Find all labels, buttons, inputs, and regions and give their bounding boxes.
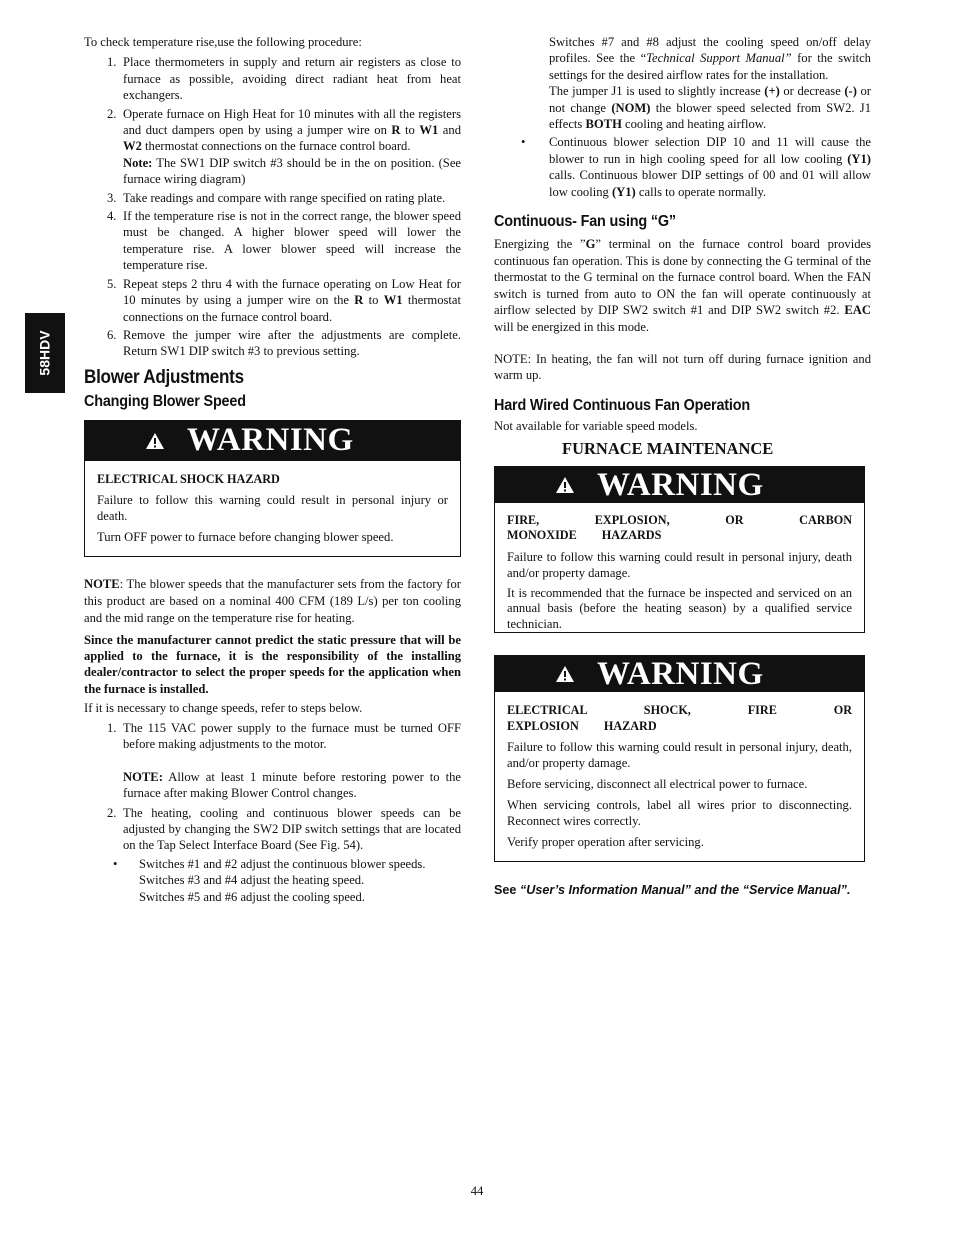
warning-triangle-icon [555, 476, 575, 494]
step-4 [84, 208, 461, 274]
heading-blower-adjustments: Blower Adjustments [84, 366, 244, 388]
fan-text: Energizing the ” [494, 237, 586, 252]
step-number: 4. [107, 209, 117, 224]
continuous-text: calls to operate normally. [635, 184, 767, 199]
manual-reference: Technical Support Manual” [646, 51, 792, 66]
note-text: : The blower speeds that the manufacturer sets from the factory for this product are based on a nominal 400 CFM (189 L/s) per ton cooling and the mid range on the temperature rise for heating. [84, 576, 461, 625]
see-label: See [494, 883, 520, 898]
eac-label: EAC [844, 303, 871, 318]
terminal-r: R [391, 123, 401, 138]
bullet: • [113, 856, 118, 871]
step-number: 2. [107, 106, 117, 121]
jumper-text: cooling and heating airflow. [621, 117, 767, 132]
jumper-plus: (+) [764, 84, 780, 99]
right-column [494, 34, 871, 898]
side-tab-label: 58HDV [37, 330, 54, 376]
heading-continuous-fan: Continuous- Fan using “G” [494, 213, 676, 231]
step-2 [84, 106, 461, 188]
step-3 [84, 190, 461, 206]
step-text: Operate furnace on High Heat for 10 minutes with all the registers and duct dampers open by using a jumper wire on [123, 106, 461, 138]
warning-text: It is recommended that the furnace be inspected and serviced on an annual basis (before the heating season) by a qualified service technician. [507, 585, 852, 631]
warning-text: Turn OFF power to furnace before changing blower speed. [97, 529, 394, 544]
side-tab [25, 313, 65, 393]
jumper-minus: (-) [844, 84, 857, 99]
note-label: NOTE: [123, 769, 163, 784]
step-text: The 115 VAC power supply to the furnace must be turned OFF before making adjustments to the motor. [123, 720, 461, 751]
step-text: to [363, 293, 384, 308]
warning-header [495, 656, 864, 692]
warning-text: Failure to follow this warning could result in personal injury, death and/or property damage. [507, 549, 852, 580]
step-number: 5. [107, 276, 117, 291]
change-step-2 [84, 805, 461, 854]
manual-reference: “User’s Information Manual” and the “Service Manual”. [519, 883, 851, 898]
fan-text: will be energized in this mode. [494, 319, 650, 334]
step-number: 6. [107, 327, 117, 342]
step-text: thermostat connections on the furnace control board. [141, 139, 411, 154]
heading-hard-wired-fan: Hard Wired Continuous Fan Operation [494, 396, 750, 414]
heating-fan-note: NOTE: In heating, the fan will not turn off during furnace ignition and warm up. [494, 351, 871, 383]
jumper-text: The jumper J1 is used to slightly increase [549, 84, 765, 99]
switch-text: for the switch settings for the desired airflow rates for the installation. [549, 51, 871, 82]
step-text: The heating, cooling and continuous blower speeds can be adjusted by changing the SW2 DIP switch settings that are located on the Tap Select Interface Board (See Fig. 54). [123, 805, 461, 853]
switch-list [84, 856, 461, 905]
warning-text: Failure to follow this warning could result in personal injury or death. [97, 492, 448, 523]
change-step-1 [84, 720, 461, 802]
warning-text: When servicing controls, label all wires prior to disconnecting. Reconnect wires correctly. [507, 798, 852, 829]
warning-title: WARNING [187, 422, 354, 459]
left-column [84, 34, 461, 905]
step-number: 1. [107, 55, 117, 70]
warning-box-fire-explosion [494, 466, 865, 634]
y1-label: (Y1) [611, 184, 636, 199]
jumper-nom: (NOM) [611, 100, 651, 115]
warning-triangle-icon [555, 665, 575, 683]
bullet: • [521, 135, 526, 150]
warning-box-electrical-fire [494, 655, 865, 862]
step-text: and [438, 123, 461, 138]
warning-title: WARNING [597, 656, 764, 693]
note-label: NOTE [84, 576, 120, 591]
warning-header [85, 421, 460, 461]
continuous-fan-text [494, 236, 871, 334]
switch-item: Switches #3 and #4 adjust the heating speed. [139, 873, 365, 888]
warning-title: WARNING [597, 466, 764, 503]
warning-box-electrical-shock [84, 420, 461, 557]
change-speed-intro: If it is necessary to change speeds, refer to steps below. [84, 701, 363, 716]
see-manuals-note [494, 882, 871, 898]
page-number: 44 [470, 1184, 484, 1198]
step-number: 2. [107, 805, 117, 820]
step-5 [84, 276, 461, 325]
warning-text: Before servicing, disconnect all electrical power to furnace. [507, 777, 808, 792]
step-number: 3. [107, 190, 117, 205]
switch-7-8-item [494, 34, 871, 132]
warning-hazard: FIRE, EXPLOSION, OR CARBON MONOXIDE HAZARDS [507, 512, 852, 543]
step-text: Take readings and compare with range specified on rating plate. [123, 190, 446, 205]
y1-label: (Y1) [847, 151, 871, 166]
jumper-both: BOTH [585, 117, 622, 132]
terminal-w1: W1 [383, 293, 403, 308]
step-text: If the temperature rise is not in the correct range, the blower speed must be changed. A higher blower speed will lower the temperature rise. A lower blower speed will increase the temperature rise. [123, 209, 461, 273]
warning-hazard: ELECTRICAL SHOCK HAZARD [97, 471, 280, 486]
terminal-w2: W2 [123, 139, 142, 154]
terminal-g: G [585, 237, 596, 252]
warning-text: Failure to follow this warning could result in personal injury, death, and/or property damage. [507, 740, 852, 771]
step-text: Place thermometers in supply and return air registers as close to furnace as possible, avoiding direct radiant heat from heat exchangers. [123, 55, 461, 103]
continuous-blower-item [494, 134, 871, 200]
step-number: 1. [107, 720, 117, 735]
change-speed-steps [84, 720, 461, 854]
temp-rise-steps [84, 54, 461, 359]
switch-item: Switches #5 and #6 adjust the cooling speed. [139, 889, 365, 904]
step-6 [84, 327, 461, 360]
continuous-text: Continuous blower selection DIP 10 and 11 will cause the blower to run in high cooling speed for all low cooling [549, 135, 871, 166]
step-1 [84, 54, 461, 103]
switch-item: Switches #1 and #2 adjust the continuous blower speeds. [139, 856, 426, 871]
note-text: The SW1 DIP switch #3 should be in the on position. (See furnace wiring diagram) [123, 155, 461, 187]
static-pressure-warning: Since the manufacturer cannot predict the static pressure that will be applied to the furnace, it is the responsibility of the installing dealer/contractor to select the proper speeds for the application when the furnace is installed. [84, 632, 461, 696]
step-text: Repeat steps 2 thru 4 with the furnace operating on Low Heat for 10 minutes by using a jumper wire on the [123, 276, 461, 308]
note-label: Note: [123, 155, 153, 170]
heading-furnace-maintenance: FURNACE MAINTENANCE [562, 438, 774, 458]
terminal-r: R [354, 293, 364, 308]
warning-triangle-icon [145, 432, 165, 450]
warning-header [495, 467, 864, 503]
continuous-text: calls. Continuous blower DIP settings of 00 and 01 will allow low cooling [549, 168, 871, 199]
jumper-text: or not change [549, 84, 871, 115]
fan-text: ” terminal on the furnace control board provides continuous fan operation. This is done by connecting the G terminal of the thermostat to the G terminal on the furnace control board. When the FAN switch is turned from auto to ON the fan will operate continuously at airflow selected by DIP SW2 switch #1 and DIP SW2 switch #2. [494, 237, 872, 318]
step-text: Remove the jumper wire after the adjustments are complete. Return SW1 DIP switch #3 to previous setting. [123, 327, 461, 359]
blower-speed-note [84, 576, 461, 627]
step-text: to [400, 123, 420, 138]
warning-hazard: ELECTRICAL SHOCK, FIRE OR EXPLOSION HAZARD [507, 703, 852, 733]
jumper-text: or decrease [779, 84, 845, 99]
note-text: Allow at least 1 minute before restoring power to the furnace after making Blower Control changes. [123, 769, 461, 801]
step-text: thermostat connections on the furnace control board. [123, 293, 462, 324]
not-available-text: Not available for variable speed models. [494, 419, 698, 434]
temp-rise-intro: To check temperature rise,use the following procedure: [84, 35, 362, 49]
switch-text: Switches #7 and #8 adjust the cooling speed on/off delay profiles. See the “ [549, 35, 871, 66]
heading-changing-blower-speed: Changing Blower Speed [84, 393, 246, 411]
jumper-text: the blower speed selected from SW2. J1 effects [549, 100, 871, 132]
terminal-w1: W1 [419, 123, 439, 138]
warning-text: Verify proper operation after servicing. [507, 835, 704, 850]
